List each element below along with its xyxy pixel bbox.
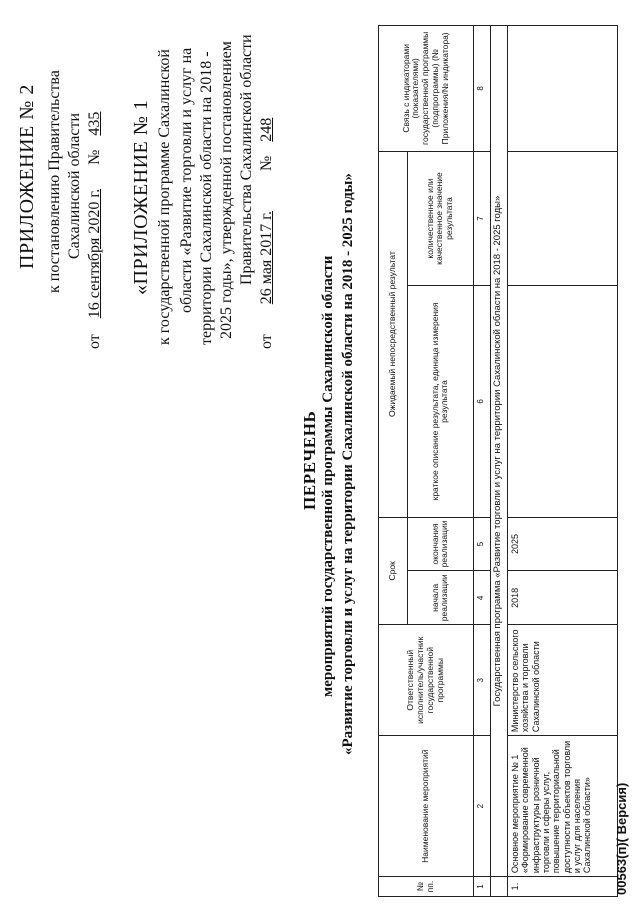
program-row-num-cell [491,877,508,897]
header-executor: Ответственный исполнитель/участник государственной программы [379,625,474,736]
header-num: № пп. [379,877,474,897]
document-title-line2: «Развитие торговли и услуг на территории Сахалинской области на 2018 - 2025 годы» [340,173,356,755]
col-number: 8 [474,26,491,152]
measures-table [378,25,618,897]
header-result-desc: краткое описание результата, единица измерения результата [407,286,473,517]
col-number: 3 [474,625,491,736]
header-term: Срок [379,517,408,625]
header-term-start: начала реализации [407,571,473,625]
col-number: 5 [474,517,491,571]
prev-appendix-line5: Правительства Сахалинской области [238,34,255,285]
row-link [508,26,618,152]
prev-appendix-line1: к государственной программе Сахалинской [156,49,173,345]
col-number: 1 [474,877,491,897]
prev-appendix-date: 26 мая 2017 г. [258,210,275,305]
prev-appendix-line2: области «Развитие торговли и услуг на [178,47,195,313]
appendix-number: 435 [86,111,103,136]
program-row-title: Государственная программа «Развитие торговли и услуг на территории Сахалинской области на 2018 - 2025 годы» [491,26,508,877]
header-name: Наименование мероприятий [379,736,474,877]
column-number-row [474,26,491,897]
document-heading: ПЕРЕЧЕНЬ [300,410,319,510]
prev-appendix-number-label: № [258,155,275,171]
appendix-date-line [86,112,104,349]
header-link: Связь с индикаторами (показателями) государственной программы (подпрограммы) (№ Приложения/№ индикатора) [379,26,474,152]
appendix-region: Сахалинской области [66,112,83,259]
prev-appendix-title: «ПРИЛОЖЕНИЕ № 1 [130,99,152,295]
row-end: 2025 [508,517,618,571]
prev-appendix-line3: территории Сахалинской области на 2018 - [198,51,215,345]
header-term-end: окончания реализации [407,517,473,571]
prev-appendix-date-line [258,118,276,349]
header-result-value: количественное или качественное значение результата [407,151,473,286]
table-header-row [379,26,408,897]
program-row [491,26,508,897]
appendix-resolution: к постановлению Правительства [46,70,63,293]
row-result-desc [508,286,618,517]
row-result-value [508,151,618,286]
prev-appendix-line4: 2025 годы», утвержденной постановлением [218,41,235,339]
appendix-title: ПРИЛОЖЕНИЕ № 2 [16,84,38,269]
col-number: 4 [474,571,491,625]
table-row [508,26,618,897]
row-name: Основное мероприятие № 1 «Формирование современной инфраструктуры розничной торговли и сферы услуг, повышение территориальной доступности объектов торговли и услуг для населения Сахалинской области» [508,736,618,877]
row-executor: Министерство сельского хозяйства и торговли Сахалинской области [508,625,618,736]
col-number: 6 [474,286,491,517]
appendix-date: 16 сентября 2020 г. [86,188,103,319]
header-result: Ожидаемый непосредственный результат [379,151,408,517]
footer-code: 00563(п)( Версия) [614,782,629,895]
row-num: 1. [508,877,618,897]
prev-appendix-number: 248 [258,117,275,142]
col-number: 2 [474,736,491,877]
col-number: 7 [474,151,491,286]
appendix-from-label: от [86,334,103,349]
appendix-number-label: № [86,149,103,165]
document-title-line1: мероприятий государственной программы Сахалинской области [320,255,336,697]
row-start: 2018 [508,571,618,625]
prev-appendix-from-label: от [258,334,275,349]
